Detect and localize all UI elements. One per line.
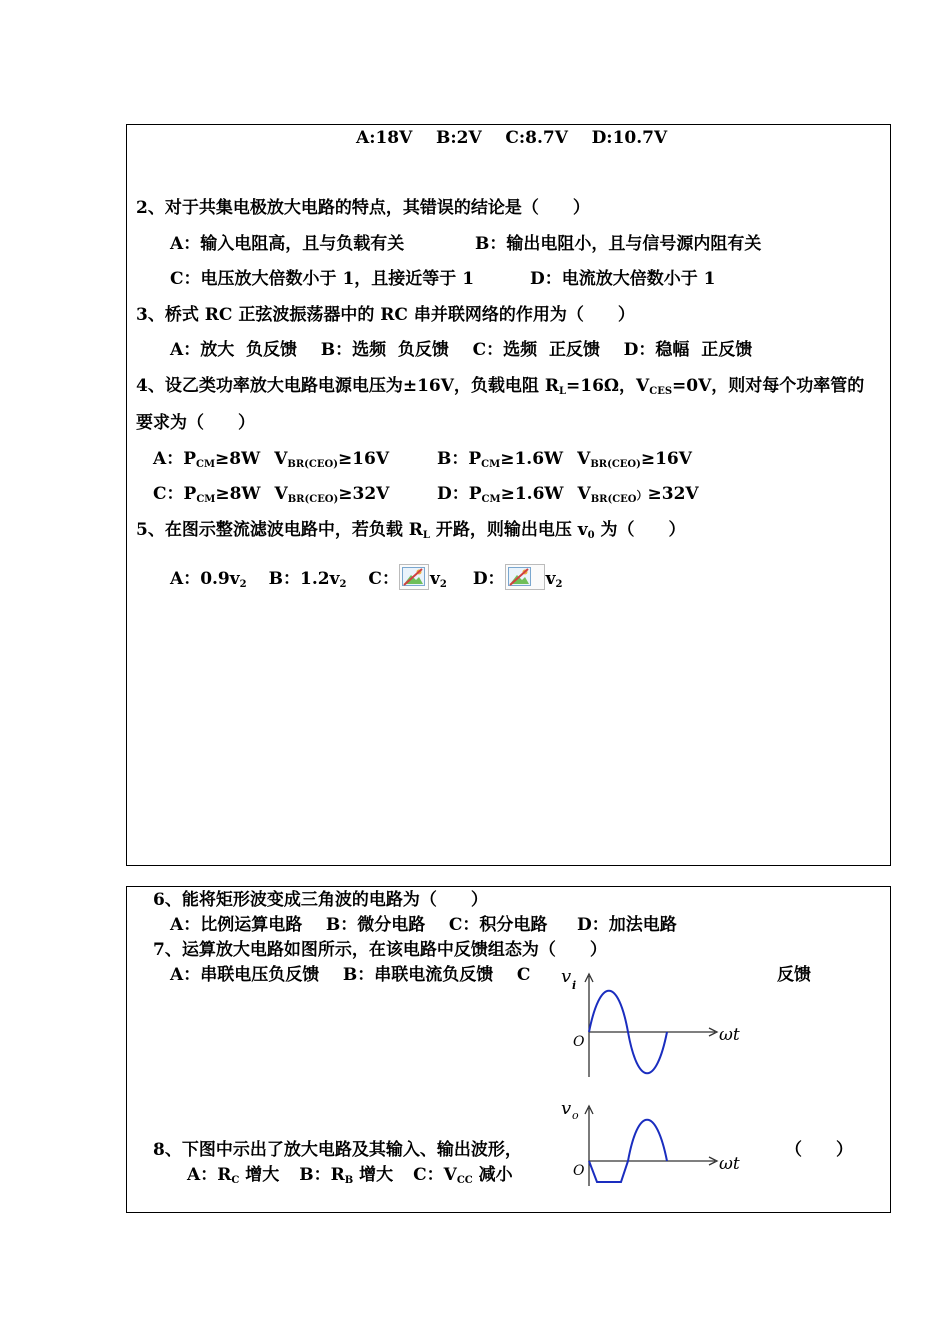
vi-origin: O <box>573 1034 585 1050</box>
q4-b-pval: ≥1.6W <box>500 449 564 469</box>
q4-d-vval: ≥32V <box>647 484 699 504</box>
vo-axis-label: ωt <box>719 1154 740 1174</box>
q4-b-br: BR(CEO) <box>590 459 641 470</box>
q4-b-v: V <box>577 449 591 469</box>
broken-image-icon <box>505 564 545 590</box>
q4-a-p: P <box>183 449 196 469</box>
vi-sub: i <box>572 979 577 992</box>
q4-a-cm: CM <box>196 459 216 470</box>
q4-stem <box>136 375 864 397</box>
q4-a-br: BR(CEO) <box>287 459 338 470</box>
q8-b-label: B：R <box>299 1165 345 1185</box>
q5-sub-l: L <box>422 530 430 541</box>
vi-axis-label: ωt <box>719 1025 740 1045</box>
q8-a-label: A：R <box>187 1165 232 1185</box>
q4-b-cm: CM <box>481 459 501 470</box>
q5-stem-part3: 为（ ） <box>594 520 686 540</box>
q4-a-label: A： <box>153 449 184 469</box>
q2-option-a: A：输入电阻高，且与负载有关 <box>170 234 405 254</box>
q4-d-label: D： <box>437 484 469 504</box>
q5-option-b: B：1.2v <box>268 569 340 589</box>
vo-sub: o <box>572 1109 579 1122</box>
q8-b-text: 增大 <box>353 1165 394 1185</box>
q4-c-label: C： <box>153 484 184 504</box>
q4-d-pval: ≥1.6W <box>500 484 564 504</box>
q8-c-label: C：V <box>413 1165 457 1185</box>
q5-option-c: C： <box>368 569 399 589</box>
q4-option-b <box>437 448 692 470</box>
broken-image-icon <box>399 564 429 590</box>
q4-b-label: B： <box>437 449 469 469</box>
q4-c-vval: ≥32V <box>338 484 390 504</box>
q4-d-br: BR(CEO <box>590 494 637 505</box>
q6-stem: 6、能将矩形波变成三角波的电路为（ ） <box>153 890 488 910</box>
q8-c-sub: CC <box>456 1175 473 1186</box>
vi-label: v <box>561 966 572 987</box>
q4-a-pval: ≥8W <box>215 449 261 469</box>
input-waveform <box>555 962 755 1084</box>
vo-origin: O <box>573 1163 585 1179</box>
q4-c-v: V <box>274 484 288 504</box>
q5-option-d: D： <box>472 569 505 589</box>
q4-d-close: ） <box>636 489 648 502</box>
q8-options <box>187 1164 513 1186</box>
vo-clipped-curve <box>589 1120 667 1182</box>
q4-a-v: V <box>274 449 288 469</box>
q6-options: A：比例运算电路 B：微分电路 C：积分电路 D：加法电路 <box>170 915 677 935</box>
output-waveform <box>555 1094 755 1192</box>
q4-b-p: P <box>468 449 482 469</box>
q3-options: A：放大 负反馈 B：选频 负反馈 C：选频 正反馈 D：稳幅 正反馈 <box>170 340 753 360</box>
q8-c-text: 减小 <box>472 1165 513 1185</box>
q4-c-pval: ≥8W <box>215 484 261 504</box>
q5-b-sub: 2 <box>339 579 347 590</box>
q4-c-p: P <box>183 484 197 504</box>
q2-stem: 2、对于共集电极放大电路的特点，其错误的结论是（ ） <box>136 198 590 218</box>
q5-stem-part2: 开路，则输出电压 v <box>429 520 588 540</box>
q2-option-d: D：电流放大倍数小于 1 <box>530 269 716 289</box>
q1-options <box>356 127 667 149</box>
q7-options-left: A：串联电压负反馈 B：串联电流负反馈 C <box>170 965 531 985</box>
q4-a-vval: ≥16V <box>337 449 390 469</box>
q5-c-v: v <box>429 569 440 589</box>
vo-label: v <box>561 1098 572 1119</box>
q2-option-b: B：输出电阻小，且与信号源内阻有关 <box>475 234 762 254</box>
q4-option-d <box>437 483 699 507</box>
q4-b-vval: ≥16V <box>640 449 692 469</box>
q5-c-sub: 2 <box>439 579 447 590</box>
q5-options <box>170 564 562 590</box>
q4-sub-l: L <box>558 386 566 397</box>
q7-stem: 7、运算放大电路如图所示，在该电路中反馈组态为（ ） <box>153 940 607 960</box>
q7-options-right: 反馈 <box>777 965 811 985</box>
q4-d-v: V <box>577 484 591 504</box>
q8-a-text: 增大 <box>239 1165 280 1185</box>
q5-d-v: v <box>545 569 556 589</box>
q8-a-sub: C <box>231 1175 240 1186</box>
q8-b-sub: B <box>344 1175 354 1186</box>
q4-stem-part3: =0V，则对每个功率管的 <box>672 376 865 396</box>
q5-d-sub: 2 <box>555 579 563 590</box>
q4-c-br: BR(CEO) <box>287 494 339 505</box>
q4-c-cm: CM <box>196 494 216 505</box>
q4-option-a <box>153 448 389 470</box>
q4-stem-line2: 要求为（ ） <box>136 413 255 433</box>
q1-options-text: A:18V B:2V C:8.7V D:10.7V <box>356 128 668 148</box>
q8-blank: （ ） <box>785 1140 853 1160</box>
q5-stem-part1: 5、在图示整流滤波电路中，若负载 R <box>136 520 423 540</box>
q4-option-c <box>153 483 389 505</box>
q3-stem: 3、桥式 RC 正弦波振荡器中的 RC 串并联网络的作用为（ ） <box>136 305 635 325</box>
q5-option-a: A：0.9v <box>170 569 240 589</box>
q8-stem: 8、下图中示出了放大电路及其输入、输出波形， <box>153 1140 522 1160</box>
q4-sub-ces: CES <box>649 386 673 397</box>
q4-stem-part1: 4、设乙类功率放大电路电源电压为±16V，负载电阻 R <box>136 376 559 396</box>
q2-option-c: C：电压放大倍数小于 1，且接近等于 1 <box>170 269 475 289</box>
q5-sub-0: 0 <box>587 530 595 541</box>
q4-d-p: P <box>468 484 482 504</box>
q5-stem <box>136 519 686 541</box>
q4-stem-part2: =16Ω，V <box>566 376 650 396</box>
q5-a-sub: 2 <box>239 579 247 590</box>
q4-d-cm: CM <box>481 494 501 505</box>
